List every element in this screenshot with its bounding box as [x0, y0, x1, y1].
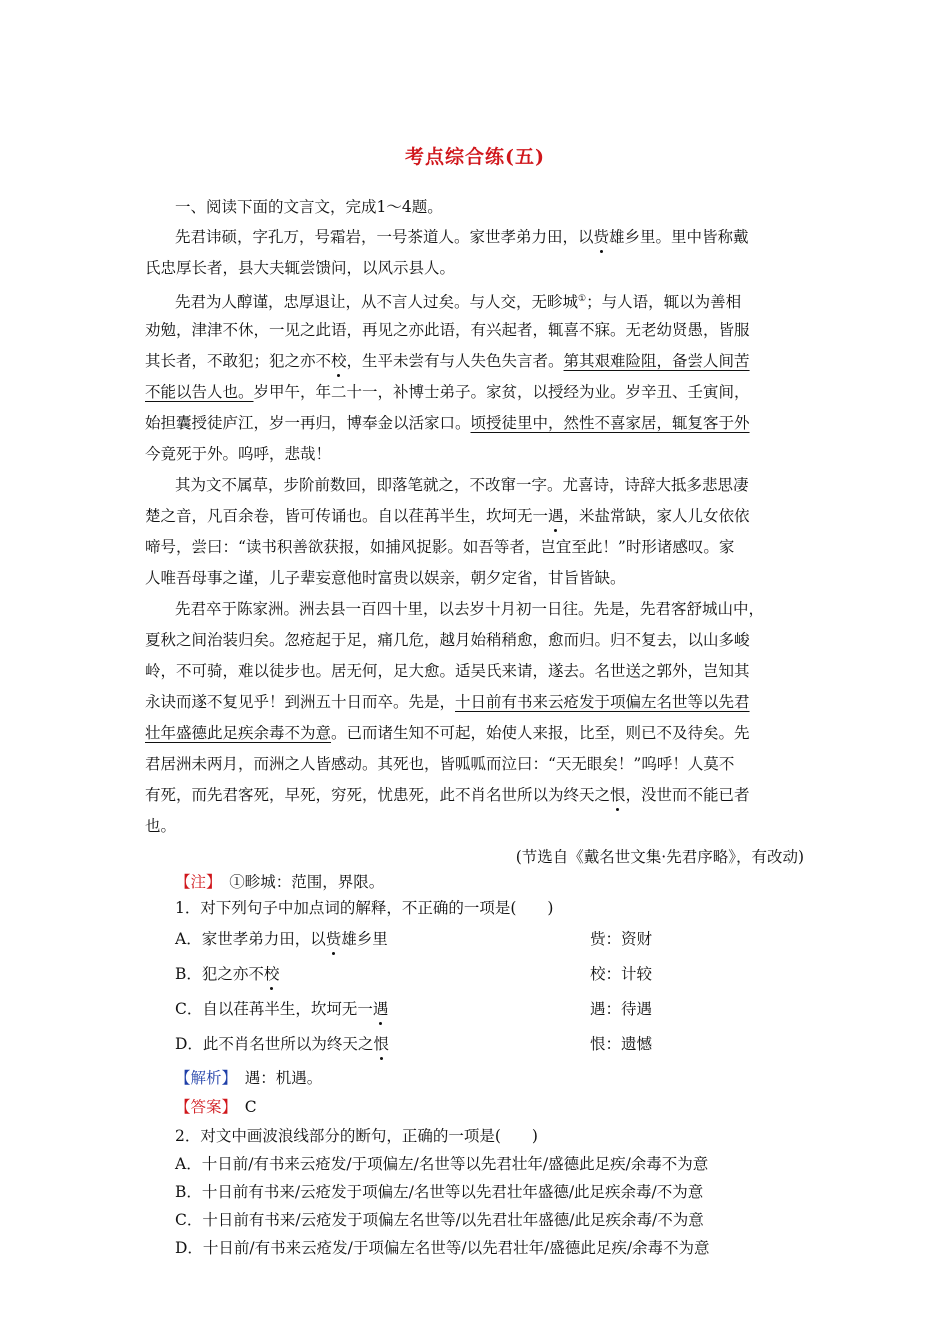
q1-gloss-d: 恨：遗憾	[590, 1035, 653, 1053]
dotted-char: 赀	[325, 930, 342, 948]
text-segment: 楚之音，凡百余卷，皆可传诵也。自以荏苒半生，坎坷无一	[145, 507, 549, 525]
passage-line: 君居洲未两月，而洲之人皆感动。其死也，皆呱呱而泣曰：“天无眼矣！”呜呼！人莫不	[145, 755, 735, 773]
passage-line	[145, 722, 750, 744]
passage-line	[145, 350, 750, 372]
text-segment: A．家世孝弟力田，以	[175, 930, 326, 948]
passage-line: 人唯吾母事之谨，儿子辈妄意他时富贵以娱亲，朝夕定省，甘旨皆缺。	[145, 569, 626, 587]
q1-analysis	[175, 1067, 322, 1089]
text-segment: ，生平未尝有与人失色失言者。	[346, 352, 564, 370]
passage-line	[175, 288, 741, 313]
answer-tag: 【答案】	[175, 1098, 230, 1116]
text-segment: 先君讳硕，字孔万，号霜岩，一号茶道人。家世孝弟力田，以	[175, 228, 594, 246]
text-segment: C．自以荏苒半生，坎坷无一	[175, 1000, 373, 1018]
dotted-char: 恨	[373, 1035, 389, 1053]
footnote-marker: ①	[578, 294, 587, 304]
passage-line	[145, 381, 750, 403]
dotted-char: 遇	[548, 507, 564, 525]
text-segment: ，米盐常缺，家人儿女依依	[563, 507, 750, 525]
footnote	[175, 871, 384, 893]
underlined-sentence: 不能以告人也。	[145, 383, 254, 401]
text-segment: C	[244, 1098, 257, 1116]
q2-option-b: B．十日前有书来/云疮发于项偏左/名世等以先君壮年盛德/此足疾余毒/不为意	[175, 1183, 704, 1201]
text-segment: ；与人语，辄以为善相	[586, 293, 742, 311]
q1-option-a	[175, 928, 388, 950]
passage-line: 氏忠厚长者，县大夫辄尝馈问，以风示县人。	[145, 259, 456, 277]
text-segment: 岁甲午，年二十一，补博士弟子。家贫，以授经为业。岁辛丑、壬寅间，	[253, 383, 750, 401]
passage-line: 先君卒于陈家洲。洲去县一百四十里，以去岁十月初一日往。先是，先君客舒城山中，	[175, 600, 765, 618]
q1-option-b	[175, 963, 279, 985]
dotted-char: 校	[263, 965, 280, 983]
wavy-underlined-sentence: 十日前有书来云疮发于项偏左名世等以先君	[455, 693, 750, 711]
q1-gloss-a: 赀：资财	[590, 930, 653, 948]
text-segment: 遇：机遇。	[244, 1069, 323, 1087]
passage-line	[145, 505, 750, 527]
q1-gloss-c: 遇：待遇	[590, 1000, 653, 1018]
q1-answer	[175, 1096, 257, 1118]
dotted-char: 校	[331, 352, 347, 370]
note-tag: 【注】	[175, 873, 214, 891]
passage-line: 也。	[145, 817, 177, 835]
passage-line: 劝勉，津津不休，一见之此语，再见之亦此语，有兴起者，辄喜不寐。无老幼贤愚，皆服	[145, 321, 750, 339]
dotted-char: 恨	[610, 786, 626, 804]
wavy-underlined-sentence: 壮年盛德此足疾余毒不为意	[145, 724, 332, 742]
q1-option-d	[175, 1033, 389, 1055]
passage-line: 今竟死于外。呜呼，悲哉！	[145, 445, 332, 463]
q2-option-a: A．十日前/有书来云疮发/于项偏左/名世等以先君壮年/盛德此足疾/余毒不为意	[175, 1155, 709, 1173]
passage-line: 其为文不属草，步阶前数回，即落笔就之，不改窜一字。尤喜诗，诗辞大抵多悲思凄	[175, 476, 749, 494]
dotted-char: 赀	[593, 228, 610, 246]
text-segment: 雄乡里。里中皆称戴	[609, 228, 749, 246]
source-citation: (节选自《戴名世文集·先君序略》，有改动)	[515, 848, 804, 866]
text-segment: 其长者，不敢犯；犯之亦不	[145, 352, 332, 370]
question-1-stem: 1．对下列句子中加点词的解释，不正确的一项是( )	[175, 899, 554, 917]
passage-line	[175, 226, 749, 248]
passage-line: 夏秋之间治装归矣。忽疮起于足，痛几危，越月始稍稍愈，愈而归。归不复去，以山多峻	[145, 631, 750, 649]
text-segment: 有死，而先君客死，早死，穷死，忧患死，此不肖名世所以为终天之	[145, 786, 611, 804]
passage-line	[145, 412, 750, 434]
underlined-sentence: 第其艰难险阻，备尝人间苦	[563, 352, 750, 370]
page-title: 考点综合练(五)	[405, 146, 545, 168]
passage-line: 啼号，尝曰：“读书积善欲获报，如捕风捉影。如吾等者，岂宜至此！”时形诸感叹。家	[145, 538, 735, 556]
instruction: 一、阅读下面的文言文，完成1～4题。	[175, 198, 443, 216]
text-segment: 。已而诸生知不可起，始使人来报，比至，则已不及待矣。先	[331, 724, 750, 742]
q1-option-c	[175, 998, 388, 1020]
text-segment: 先君为人醇谨，忠厚退让，从不言人过矣。与人交，无畛城	[175, 293, 579, 311]
question-2-stem: 2．对文中画波浪线部分的断句，正确的一项是( )	[175, 1127, 538, 1145]
text-segment: B．犯之亦不	[175, 965, 264, 983]
text-segment: 永诀而遂不复见乎！到洲五十日而卒。先是，	[145, 693, 456, 711]
passage-line	[145, 784, 750, 806]
text-segment: D．此不肖名世所以为终天之	[175, 1035, 374, 1053]
text-segment: ①畛城：范围，界限。	[229, 873, 385, 891]
analysis-tag: 【解析】	[175, 1069, 230, 1087]
text-segment: ，没世而不能已者	[625, 786, 750, 804]
q1-gloss-b: 校：计较	[590, 965, 653, 983]
text-segment: 始担囊授徒庐江，岁一再归，博奉金以活家口。	[145, 414, 471, 432]
text-segment: 雄乡里	[341, 930, 388, 948]
passage-line	[145, 691, 750, 713]
passage-line: 岭，不可骑，难以徒步也。居无何，足大愈。适吴氏来请，遂去。名世送之郭外，岂知其	[145, 662, 750, 680]
q2-option-c: C．十日前有书来/云疮发于项偏左名世等/以先君壮年盛德/此足疾余毒/不为意	[175, 1211, 704, 1229]
underlined-sentence: 顷授徒里中，然性不喜家居，辄复客于外	[470, 414, 750, 432]
q2-option-d: D．十日前/有书来云疮发/于项偏左名世等/以先君壮年/盛德此足疾/余毒不为意	[175, 1239, 710, 1257]
dotted-char: 遇	[372, 1000, 389, 1018]
